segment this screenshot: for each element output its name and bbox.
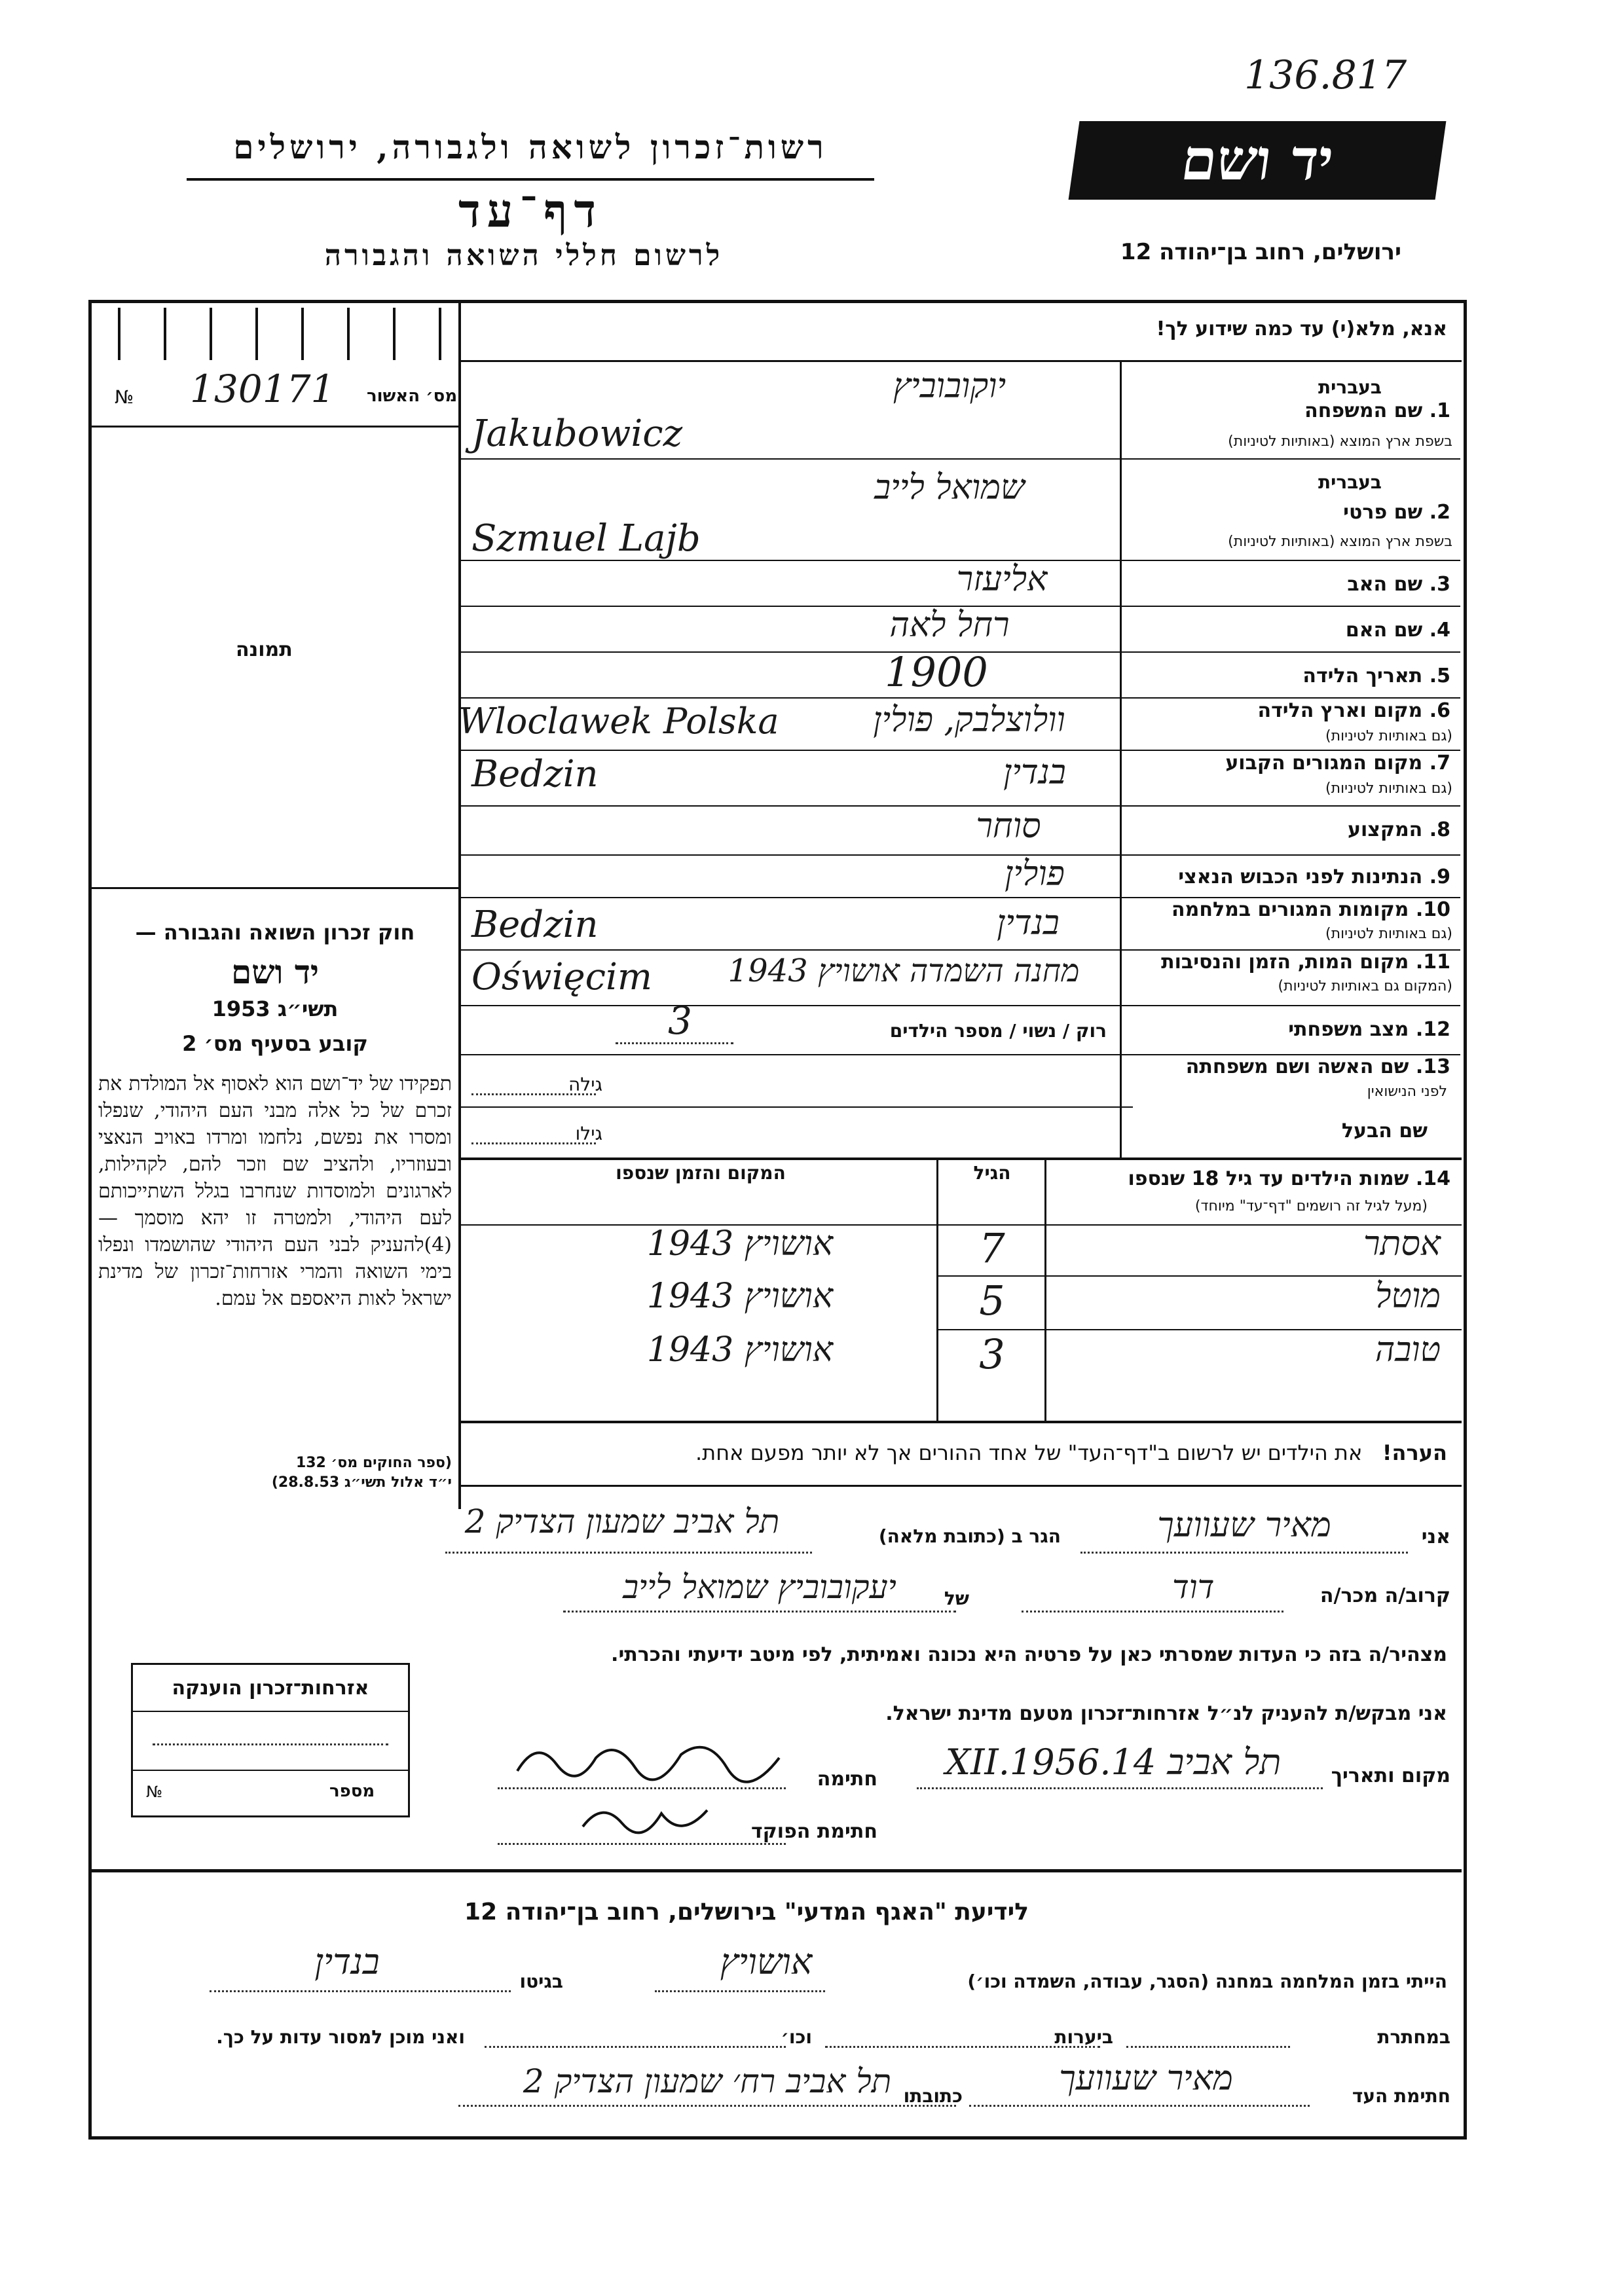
approval-label: מס׳ האשור	[367, 386, 458, 406]
witness-sig-label: חתימת העד	[1352, 2085, 1450, 2107]
field-10-value-hebrew[interactable]: בנדין	[997, 903, 1060, 943]
child-1-name[interactable]: אסתר	[1363, 1224, 1441, 1264]
field-11-value-latin[interactable]: Oświęcim	[471, 956, 653, 998]
law-logo: יד ושם	[231, 953, 319, 991]
declarant-address[interactable]: תל אביב שמעון הצדיק 2	[464, 1503, 780, 1540]
field-2-label: 2. שם פרטי	[1343, 501, 1450, 524]
bottom-section-line	[90, 1869, 1462, 1872]
field-5-value[interactable]: 1900	[885, 648, 988, 696]
form-title: דף־עד	[458, 183, 602, 238]
declaration-request: אני מבקש/ת להעניק לנ״ל אזרחות־זכרון מטעם מדינת ישראל.	[885, 1702, 1447, 1725]
archive-number: 136.817	[1244, 52, 1407, 98]
field-9-value[interactable]: פולין	[1005, 854, 1065, 894]
field-6-value-hebrew[interactable]: וולוצלבק, פולין	[873, 701, 1065, 740]
instruction: אנא, מלא(י) עד כמה שידוע לך!	[1156, 318, 1447, 340]
deceased-name[interactable]: יעקובוביץ שמואל לייב	[623, 1568, 896, 1606]
note-row	[471, 1440, 1447, 1465]
field-1-label: 1. שם המשפחה	[1304, 399, 1450, 422]
husband-label: שם הבעל	[1341, 1120, 1428, 1142]
note-label: הערה!	[1382, 1440, 1447, 1465]
of-label: של	[944, 1588, 969, 1609]
field-2-hebrew-tag: בעברית	[1318, 471, 1382, 493]
husband-age-label: גילו	[575, 1123, 602, 1144]
forests-label: ביערות	[1054, 2026, 1113, 2048]
signature-scribble	[511, 1732, 786, 1784]
field-10-value-latin[interactable]: Bedzin	[471, 903, 599, 946]
field-13-age-label: גילה	[568, 1074, 602, 1095]
approval-divider	[92, 426, 460, 428]
child-1-place[interactable]: אושויץ 1943	[646, 1224, 834, 1264]
declarant-name[interactable]: מאיר שעוועך	[1157, 1506, 1331, 1545]
child-3-name[interactable]: טובה	[1375, 1330, 1441, 1370]
field-1-sub: בשפת ארץ המוצא (באותיות לטיניות)	[1228, 433, 1452, 450]
signature-label: חתימה	[817, 1768, 877, 1791]
law-ref-1: (ספר החוקים מס׳ 132	[295, 1455, 452, 1471]
field-9-label: 9. הנתינות לפני הכבוש הנאצי	[1178, 866, 1450, 888]
declaration-ani: אני	[1421, 1525, 1450, 1548]
note-text: את הילדים יש לרשום ב"דף־העד" של אחד ההורים אך לא יותר מפעם אחת.	[695, 1440, 1363, 1465]
field-5-label: 5. תאריך הלידה	[1302, 665, 1450, 687]
field-10-sub: (גם באותיות לטיניות)	[1325, 926, 1452, 942]
camp-value[interactable]: אושויץ	[720, 1941, 813, 1982]
child-2-name[interactable]: מוטל	[1375, 1277, 1441, 1316]
approval-no-mark: №	[115, 386, 134, 408]
yad-vashem-address: ירושלים, רחוב בן־יהודה 12	[1120, 239, 1401, 265]
children-title: 14. שמות הילדים עד גיל 18 שנספו	[1128, 1167, 1450, 1190]
field-2-value-hebrew[interactable]: שמואל לייב	[874, 468, 1025, 507]
law-clause: קובע בסעיף מס׳ 2	[182, 1031, 368, 1056]
children-col-age: הגיל	[973, 1162, 1011, 1184]
citizenship-title: אזרחות־זכרון הוענקה	[172, 1677, 369, 1700]
law-ref-2: י״ד אלול תשי״ג 28.8.53)	[271, 1474, 452, 1491]
declarant-signature[interactable]	[511, 1732, 786, 1784]
child-3-age[interactable]: 3	[979, 1330, 1005, 1378]
child-1-age[interactable]: 7	[979, 1224, 1005, 1272]
child-3-place[interactable]: אושויץ 1943	[646, 1330, 834, 1370]
photo-divider	[92, 887, 460, 889]
etc-label: וכו׳	[781, 2026, 812, 2048]
approval-number: 130171	[190, 367, 335, 411]
field-7-value-latin[interactable]: Bedzin	[471, 753, 599, 795]
left-column-divider	[458, 301, 461, 1509]
form-subtitle: לרשום חללי השואה והגבורה	[324, 239, 724, 272]
official-signature	[576, 1794, 720, 1846]
field-12-label: 12. מצב משפחתי	[1288, 1018, 1450, 1041]
resides-at-label: הגר ב (כתובת מלאה)	[878, 1525, 1061, 1547]
field-1-value-latin[interactable]: Jakubowicz	[471, 412, 683, 455]
relation-value[interactable]: דוד	[1172, 1568, 1215, 1606]
field-6-label: 6. מקום וארץ הלידה	[1257, 699, 1450, 722]
field-4-value[interactable]: רחל לאה	[889, 606, 1010, 645]
field-6-value-latin[interactable]: Wloclawek Polska	[458, 701, 779, 742]
note-top-line	[458, 1421, 1462, 1423]
field-2-value-latin[interactable]: Szmuel Lajb	[471, 517, 701, 560]
authority-title: רשות־זכרון לשואה ולגבורה, ירושלים	[233, 128, 828, 166]
ghetto-label: בגיטו	[519, 1971, 563, 1992]
field-2-sub: בשפת ארץ המוצא (באותיות לטיניות)	[1228, 534, 1452, 550]
field-7-sub: (גם באותיות לטיניות)	[1325, 780, 1452, 797]
field-11-value-hebrew[interactable]: מחנה השמדה אושויץ 1943	[728, 953, 1080, 989]
label-column-divider	[1120, 362, 1122, 1157]
field-1-hebrew-tag: בעברית	[1318, 376, 1382, 398]
citizenship-number-label: מספר	[329, 1781, 375, 1801]
hiding-label: במחתרת	[1377, 2026, 1450, 2048]
field-12-children-count[interactable]: 3	[668, 998, 692, 1043]
relation-label: קרוב/ה מכר/ה	[1320, 1584, 1450, 1607]
field-11-sub: (המקום גם באותיות לטיניות)	[1278, 978, 1452, 994]
declaration-statement: מצהיר/ה בזה כי העדות שמסרתי כאן על פרטיה היא נכונה ואמיתית, לפי מיטב ידיעתי והכרתי.	[611, 1643, 1447, 1666]
field-4-label: 4. שם האם	[1345, 619, 1450, 642]
children-subtitle: (מעל לגיל זה רושמים "דף־עד" מיוחד)	[1194, 1198, 1428, 1214]
citizenship-box	[131, 1663, 410, 1817]
field-8-label: 8. המקצוע	[1347, 818, 1450, 841]
field-3-label: 3. שם האב	[1347, 573, 1450, 596]
photo-label: תמונה	[236, 638, 293, 661]
bottom-heading: לידיעת "האגף המדעי" בירושלים, רחוב בן־יהודה 12	[464, 1899, 1029, 1925]
field-12-options[interactable]: רוק / נשוי / מספר הילדים	[889, 1020, 1107, 1042]
field-11-label: 11. מקום המות, הזמן והנסיבות	[1161, 951, 1450, 974]
field-13-sub: לפני הנישואין	[1367, 1084, 1447, 1100]
logo-text: יד ושם	[1177, 127, 1338, 193]
law-text: תפקידו של יד־ושם הוא לאסוף אל המולדת את זכרם של כל אלה מבני העם היהודי, שנפלו ומסרו את נפשם, נלחמו ומרדו באויב הנאצי ובעוזריו, ולהציב שם וזכר להם, לקהילות, לארגונים ולמוסדות שנחרבו בגלל השתייכותם לעם היהודי, ולמטרה זו יהא מוסמך — (4)להעניק לבני העם היהודי שהושמדו ונפלו בימי השואה והמרי אזרחות־זכרון של מדינת ישראל לאות היאספם אל עמם.	[98, 1072, 452, 1310]
official-signature-label: חתימת הפוקד	[751, 1820, 877, 1843]
field-8-value[interactable]: סוחר	[976, 807, 1041, 846]
place-date-value[interactable]: תל אביב 14.XII.1956	[945, 1741, 1282, 1783]
citizenship-no-mark: №	[146, 1783, 162, 1801]
children-top-line	[458, 1157, 1462, 1160]
children-col-place: המקום והזמן שנספו	[616, 1162, 786, 1184]
child-2-age[interactable]: 5	[979, 1277, 1005, 1324]
field-6-sub: (גם באותיות לטיניות)	[1325, 728, 1452, 744]
approval-ticks	[105, 308, 458, 360]
official-signature-scribble	[576, 1794, 720, 1846]
ghetto-value[interactable]: בנדין	[314, 1941, 380, 1982]
witness-address[interactable]: תל אביב רח׳ שמעון הצדיק 2	[523, 2062, 892, 2100]
yad-vashem-logo	[1069, 121, 1447, 200]
witness-name[interactable]: מאיר שעוועך	[1059, 2059, 1233, 2098]
camp-line: הייתי בזמן המלחמה במחנה (הסגר, עבודה, השמדה וכו׳)	[967, 1971, 1447, 1992]
law-year: תשי״ג 1953	[212, 996, 339, 1021]
children-col-divider-2	[936, 1159, 938, 1421]
ready-text: ואני מוכן למסור עדות על כך.	[216, 2026, 465, 2048]
place-date-label: מקום ותאריך	[1331, 1764, 1450, 1787]
field-13-label: 13. שם האשה ושם משפחתה	[1185, 1055, 1450, 1078]
children-col-divider-1	[1044, 1159, 1046, 1421]
field-3-value[interactable]: אליעזר	[956, 560, 1048, 599]
authority-underline	[187, 178, 874, 181]
instruction-divider	[458, 360, 1462, 362]
field-10-label: 10. מקומות המגורים במלחמה	[1172, 898, 1450, 921]
field-1-value-hebrew[interactable]: יוקובוביץ	[893, 367, 1006, 406]
child-2-place[interactable]: אושויץ 1943	[646, 1277, 834, 1316]
field-7-value-hebrew[interactable]: בנדין	[1003, 753, 1066, 792]
law-title: חוק זכרון השואה והגבורה —	[135, 920, 415, 945]
field-7-label: 7. מקום המגורים הקבוע	[1225, 752, 1450, 774]
address-label: כתובתו	[903, 2085, 963, 2107]
